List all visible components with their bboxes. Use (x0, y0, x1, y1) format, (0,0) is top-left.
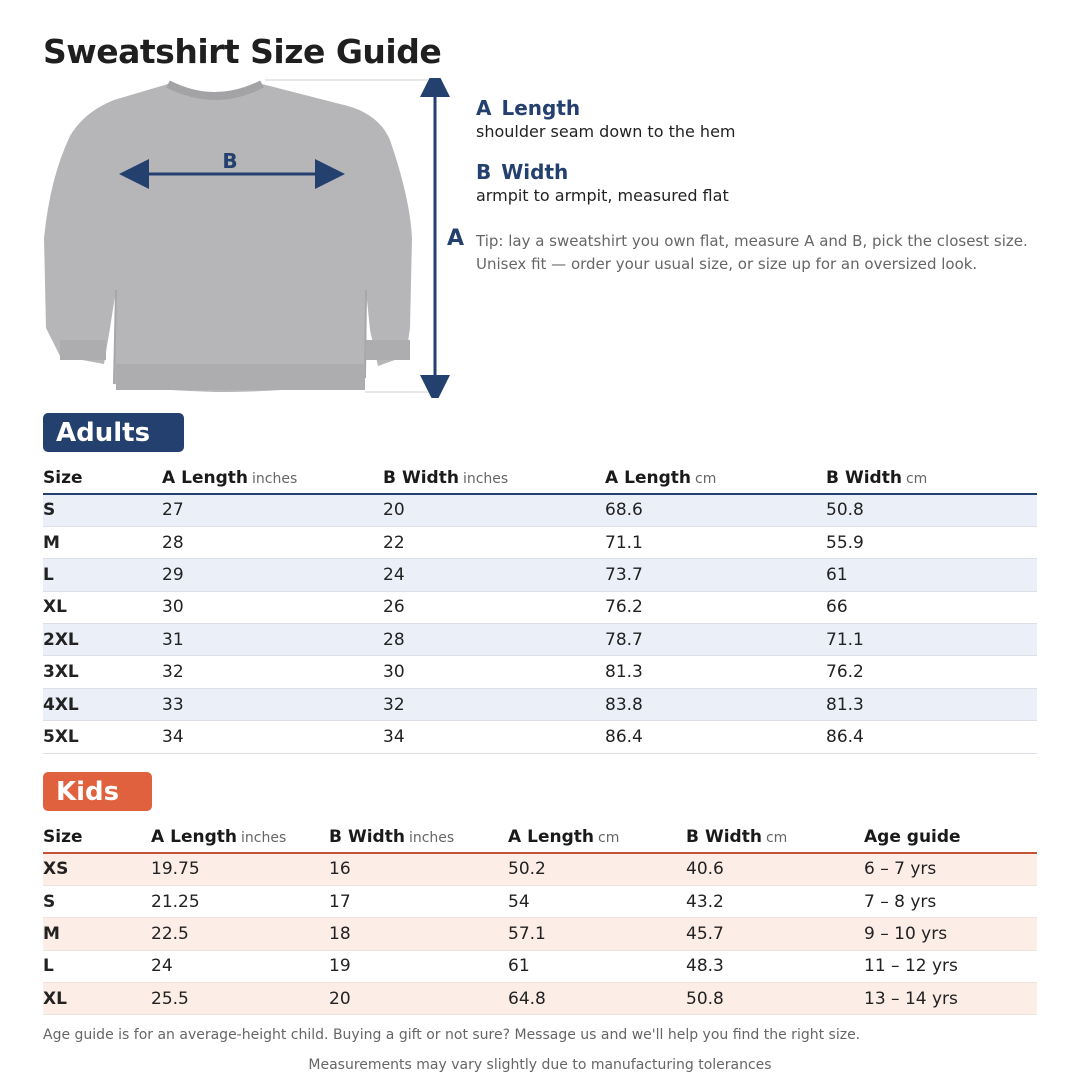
col-width-inches: B Width inches (383, 467, 509, 488)
sweatshirt-illustration (40, 78, 460, 398)
table-row (43, 624, 1037, 656)
legend-length-desc: shoulder seam down to the hem (476, 122, 736, 141)
size-cell: 4XL (43, 688, 162, 720)
value-cell: 33 (162, 688, 383, 720)
value-cell: 68.6 (605, 494, 826, 526)
value-cell: 54 (508, 885, 686, 917)
col-length-cm: A Length cm (605, 467, 717, 488)
col-length-cm: A Length cm (508, 826, 620, 847)
kids-badge: Kids (43, 772, 152, 811)
value-cell: 81.3 (826, 688, 1037, 720)
col-age-guide: Age guide (864, 826, 961, 847)
size-cell: L (43, 559, 162, 591)
value-cell: 6 – 7 yrs (864, 853, 1037, 885)
sweatshirt-diagram (40, 78, 460, 398)
table-row (43, 885, 1037, 917)
size-cell: XL (43, 983, 151, 1015)
value-cell: 78.7 (605, 624, 826, 656)
legend-width (476, 160, 729, 205)
legend-width-desc: armpit to armpit, measured flat (476, 186, 729, 205)
value-cell: 86.4 (826, 721, 1037, 753)
value-cell: 61 (508, 950, 686, 982)
value-cell: 24 (151, 950, 329, 982)
value-cell: 61 (826, 559, 1037, 591)
table-row (43, 559, 1037, 591)
value-cell: 27 (162, 494, 383, 526)
size-cell: S (43, 885, 151, 917)
size-cell: 2XL (43, 624, 162, 656)
value-cell: 50.8 (826, 494, 1037, 526)
value-cell: 48.3 (686, 950, 864, 982)
value-cell: 9 – 10 yrs (864, 918, 1037, 950)
col-width-inches: B Width inches (329, 826, 455, 847)
adults-badge: Adults (43, 413, 184, 452)
legend-length-name: Length (501, 96, 581, 120)
value-cell: 71.1 (605, 526, 826, 558)
width-label: B (222, 149, 238, 173)
table-row (43, 950, 1037, 982)
length-label: A (447, 226, 465, 251)
value-cell: 32 (162, 656, 383, 688)
measuring-tip: Tip: lay a sweatshirt you own flat, measure A and B, pick the closest size. Unisex fit — order your usual size, or size up for an oversized look. (476, 232, 1028, 273)
value-cell: 18 (329, 918, 508, 950)
value-cell: 28 (383, 624, 605, 656)
legend-width-name: Width (501, 160, 569, 184)
col-size: Size (43, 467, 83, 488)
size-cell: XL (43, 591, 162, 623)
value-cell: 31 (162, 624, 383, 656)
value-cell: 45.7 (686, 918, 864, 950)
table-row (43, 983, 1037, 1015)
col-width-cm: B Width cm (686, 826, 788, 847)
value-cell: 81.3 (605, 656, 826, 688)
value-cell: 16 (329, 853, 508, 885)
kids-size-table (43, 821, 1037, 1015)
disclaimer: Measurements may vary slightly due to manufacturing tolerances (308, 1057, 772, 1073)
value-cell: 22 (383, 526, 605, 558)
value-cell: 83.8 (605, 688, 826, 720)
value-cell: 76.2 (605, 591, 826, 623)
value-cell: 24 (383, 559, 605, 591)
col-length-inches: A Length inches (162, 467, 298, 488)
adults-size-table (43, 462, 1037, 754)
size-cell: L (43, 950, 151, 982)
table-row (43, 656, 1037, 688)
value-cell: 22.5 (151, 918, 329, 950)
col-size: Size (43, 826, 83, 847)
value-cell: 76.2 (826, 656, 1037, 688)
size-cell: M (43, 526, 162, 558)
value-cell: 19 (329, 950, 508, 982)
col-length-inches: A Length inches (151, 826, 287, 847)
size-cell: S (43, 494, 162, 526)
size-cell: XS (43, 853, 151, 885)
size-cell: 5XL (43, 721, 162, 753)
value-cell: 34 (162, 721, 383, 753)
value-cell: 17 (329, 885, 508, 917)
kids-header-row (43, 821, 1037, 853)
value-cell: 32 (383, 688, 605, 720)
table-row (43, 918, 1037, 950)
value-cell: 73.7 (605, 559, 826, 591)
value-cell: 28 (162, 526, 383, 558)
col-width-cm: B Width cm (826, 467, 928, 488)
table-row (43, 721, 1037, 753)
page-title: Sweatshirt Size Guide (43, 32, 442, 71)
value-cell: 26 (383, 591, 605, 623)
value-cell: 30 (162, 591, 383, 623)
value-cell: 71.1 (826, 624, 1037, 656)
value-cell: 20 (383, 494, 605, 526)
value-cell: 55.9 (826, 526, 1037, 558)
table-row (43, 591, 1037, 623)
table-row (43, 853, 1037, 885)
value-cell: 7 – 8 yrs (864, 885, 1037, 917)
value-cell: 30 (383, 656, 605, 688)
value-cell: 13 – 14 yrs (864, 983, 1037, 1015)
value-cell: 34 (383, 721, 605, 753)
table-row (43, 526, 1037, 558)
adults-header-row (43, 462, 1037, 494)
legend-length (476, 96, 736, 141)
size-cell: M (43, 918, 151, 950)
table-row (43, 494, 1037, 526)
value-cell: 29 (162, 559, 383, 591)
value-cell: 57.1 (508, 918, 686, 950)
table-row (43, 688, 1037, 720)
value-cell: 66 (826, 591, 1037, 623)
value-cell: 50.8 (686, 983, 864, 1015)
value-cell: 21.25 (151, 885, 329, 917)
size-cell: 3XL (43, 656, 162, 688)
value-cell: 20 (329, 983, 508, 1015)
age-footnote: Age guide is for an average-height child. Buying a gift or not sure? Message us and we'll help you find the right size. (43, 1027, 861, 1043)
value-cell: 50.2 (508, 853, 686, 885)
value-cell: 86.4 (605, 721, 826, 753)
value-cell: 43.2 (686, 885, 864, 917)
value-cell: 19.75 (151, 853, 329, 885)
legend-length-letter: A (476, 96, 492, 120)
legend-width-letter: B (476, 160, 492, 184)
value-cell: 40.6 (686, 853, 864, 885)
value-cell: 64.8 (508, 983, 686, 1015)
value-cell: 11 – 12 yrs (864, 950, 1037, 982)
value-cell: 25.5 (151, 983, 329, 1015)
